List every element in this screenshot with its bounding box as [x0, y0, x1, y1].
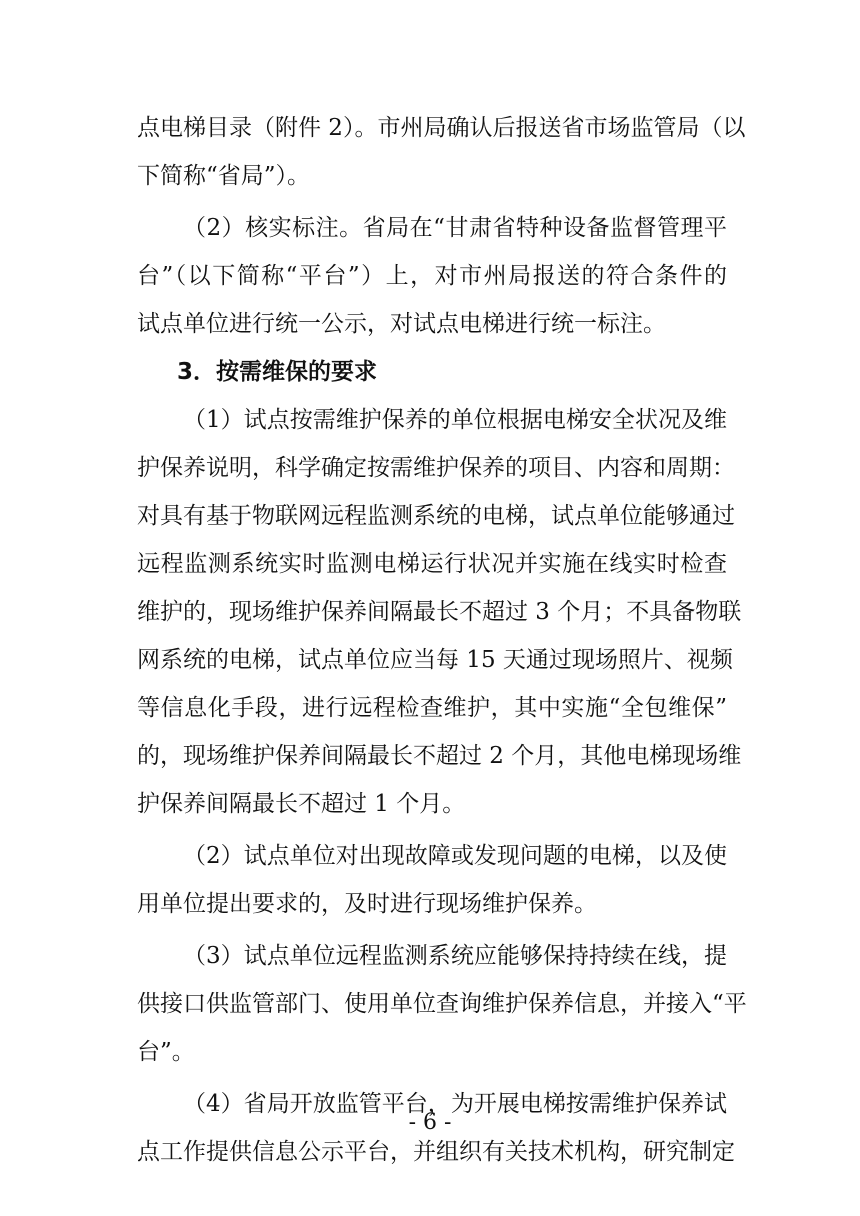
- paragraph-line: （1）试点按需维护保养的单位根据电梯安全状况及维: [183, 407, 727, 433]
- paragraph-line: （2）核实标注。省局在“甘肃省特种设备监督管理平: [183, 215, 727, 241]
- paragraph-line: 的，现场维护保养间隔最长不超过 2 个月，其他电梯现场维: [137, 743, 742, 769]
- paragraph-line: （2）试点单位对出现故障或发现问题的电梯，以及使: [183, 843, 727, 869]
- paragraph-line: 用单位提出要求的，及时进行现场维护保养。: [137, 891, 597, 917]
- paragraph-line: 维护的，现场维护保养间隔最长不超过 3 个月；不具备物联: [137, 599, 742, 625]
- paragraph-line: 点电梯目录（附件 2）。市州局确认后报送省市场监管局（以: [137, 115, 746, 141]
- paragraph-line: 护保养间隔最长不超过 1 个月。: [137, 791, 466, 817]
- section-heading: 3．按需维保的要求: [177, 359, 378, 385]
- paragraph-line: 试点单位进行统一公示，对试点电梯进行统一标注。: [137, 311, 666, 337]
- paragraph-line: 等信息化手段，进行远程检查维护，其中实施“全包维保”: [137, 695, 727, 721]
- page-number: - 6 -: [408, 1110, 452, 1135]
- paragraph-line: 供接口供监管部门、使用单位查询维护保养信息，并接入“平: [137, 991, 747, 1017]
- paragraph-line: 远程监测系统实时监测电梯运行状况并实施在线实时检查: [137, 551, 727, 577]
- paragraph-line: 点工作提供信息公示平台，并组织有关技术机构，研究制定: [137, 1139, 735, 1165]
- paragraph-line: 台”。: [137, 1039, 195, 1065]
- paragraph-line: 护保养说明，科学确定按需维护保养的项目、内容和周期：: [137, 455, 735, 481]
- paragraph-line: 下简称“省局”）。: [137, 163, 311, 189]
- paragraph-line: 对具有基于物联网远程监测系统的电梯，试点单位能够通过: [137, 503, 735, 529]
- body-text: [137, 104, 747, 1176]
- paragraph-line: （4）省局开放监管平台，为开展电梯按需维护保养试: [183, 1091, 727, 1117]
- paragraph-line: 网系统的电梯，试点单位应当每 15 天通过现场照片、视频: [137, 647, 733, 673]
- paragraph-line: 台”（以下简称“平台”）上，对市州局报送的符合条件的: [137, 263, 727, 289]
- paragraph-line: （3）试点单位远程监测系统应能够保持持续在线，提: [183, 943, 727, 969]
